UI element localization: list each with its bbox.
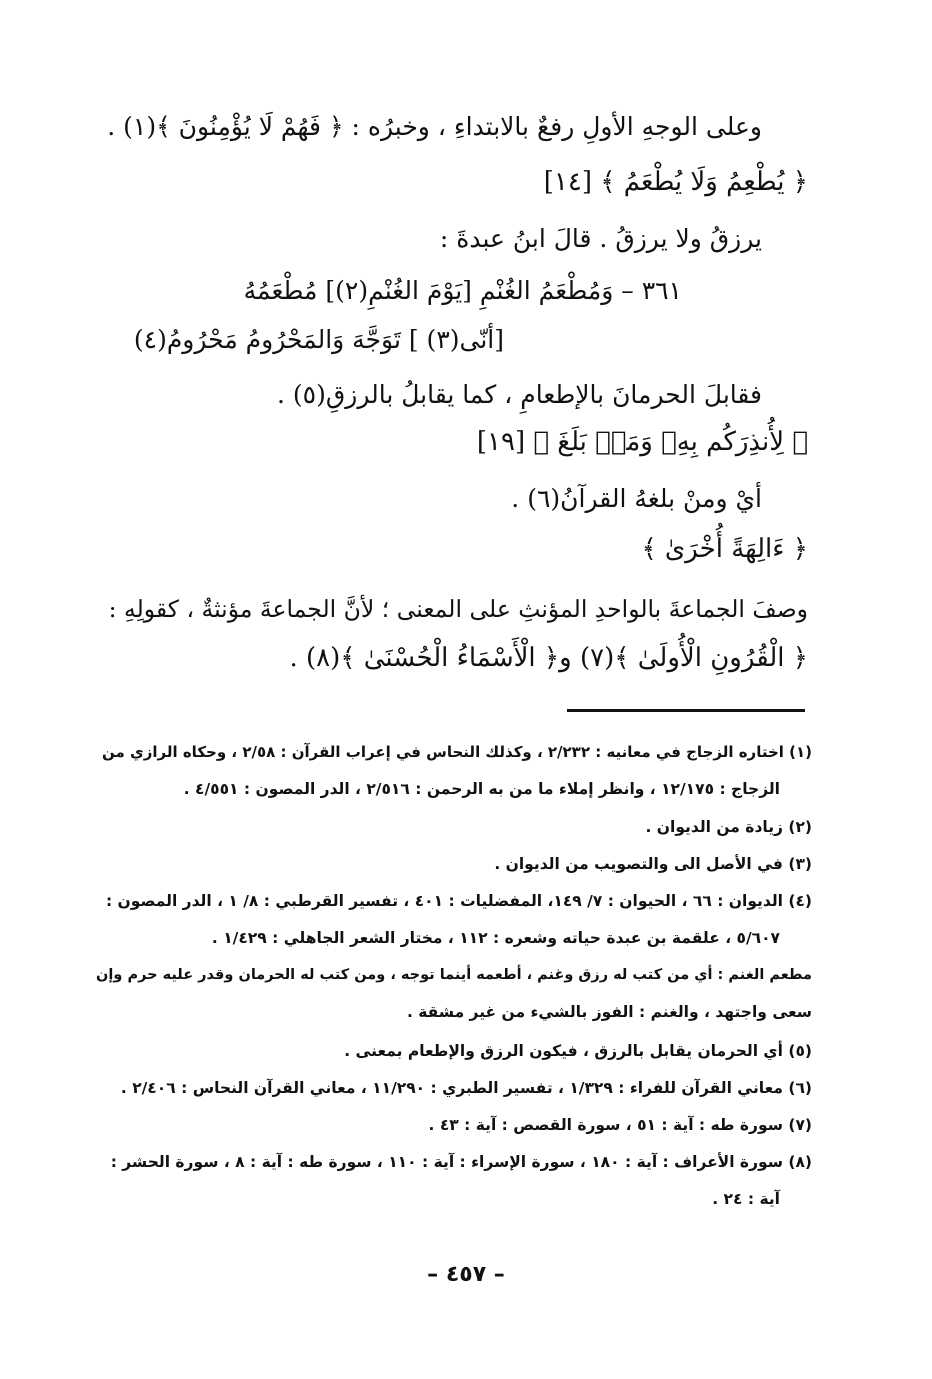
footnote-7: (٧) سورة طه : آية : ٥١ ، سورة القصص : آية : ٤٣ . [428, 1116, 812, 1134]
footnote-divider [567, 709, 805, 712]
footnote-3: (٣) في الأصل الى والتصويب من الديوان . [494, 855, 812, 873]
verse-line-19: ﴿ لِأُنذِرَكُم بِهِۦ وَمَنۢ بَلَغَ ﴾ [١٩] [476, 427, 808, 457]
footnote-4-cont: ٥/٦٠٧ ، علقمة بن عبدة حياته وشعره : ١١٢ ، مختار الشعر الجاهلي : ١/٤٢٩ . [211, 929, 780, 947]
footnote-8-cont: آية : ٢٤ . [712, 1190, 780, 1208]
body-line-1: وعلى الوجهِ الأولِ رفعٌ بالابتداءِ ، وخبرُه : ﴿ فَهُمْ لَا يُؤْمِنُونَ ﴾(١) . [107, 112, 762, 141]
footnote-4-gloss: مطعم الغنم : أي من كتب له رزق وغنم ، أطعمه أينما توجه ، ومن كتب له الحرمان وقدر عليه حرم وإن [96, 967, 812, 983]
verse-line-14: ﴿ يُطْعِمُ وَلَا يُطْعَمُ ﴾ [١٤] [543, 167, 808, 197]
footnote-4: (٤) الديوان : ٦٦ ، الحيوان : ٧/ ١٤٩، المفضليات : ٤٠١ ، تفسير القرطبي : ٨/ ١ ، الدر المصون : [105, 892, 812, 910]
page-number: – ٤٥٧ – [427, 1262, 505, 1287]
body-line-6: فقابلَ الحرمانَ بالإطعامِ ، كما يقابلُ بالرزقِ(٥) . [277, 380, 762, 409]
footnote-4-gloss-cont: سعى واجتهد ، والغنم : الفوز بالشيء من غير مشقة . [406, 1003, 812, 1021]
footnote-6: (٦) معاني القرآن للفراء : ١/٣٢٩ ، تفسير الطبري : ١١/٢٩٠ ، معاني القرآن النحاس : ٢/٤٠٦ . [120, 1079, 812, 1097]
footnote-1: (١) اختاره الزجاج في معانيه : ٢/٢٣٢ ، وكذلك النحاس في إعراب القرآن : ٢/٥٨ ، وحكاه الرازي من [101, 743, 812, 761]
footnote-5: (٥) أي الحرمان يقابل بالرزق ، فيكون الرزق والإطعام بمعنى . [344, 1042, 812, 1060]
body-line-10: وصفَ الجماعةَ بالواحدِ المؤنثِ على المعنى ؛ لأنَّ الجماعةَ مؤنثةٌ ، كقولِهِ : [108, 595, 808, 623]
footnote-1-cont: الزجاج : ١٢/١٧٥ ، وانظر إملاء ما من به الرحمن : ٢/٥١٦ ، الدر المصون : ٤/٥٥١ . [183, 780, 780, 798]
footnote-8: (٨) سورة الأعراف : آية : ١٨٠ ، سورة الإسراء : آية : ١١٠ ، سورة طه : آية : ٨ ، سورة الحشر : [110, 1153, 812, 1171]
verse-line-aliha: ﴿ ءَالِهَةً أُخْرَىٰ ﴾ [641, 534, 808, 564]
verse-line-qurun: ﴿ الْقُرُونِ الْأُولَىٰ ﴾(٧) و﴿ الْأَسْمَاءُ الْحُسْنَىٰ ﴾(٨) . [289, 643, 808, 673]
body-line-8: أيْ ومنْ بلغهُ القرآنُ(٦) . [511, 484, 762, 513]
footnote-2: (٢) زيادة من الديوان . [645, 818, 812, 836]
body-line-3: يرزقُ ولا يرزقُ . قالَ ابنُ عبدةَ : [439, 224, 762, 253]
poem-verse-hemistich-1: ٣٦١ – وَمُطْعَمُ الغُنْمِ [يَوْمَ الغُنْمِ(٢)] مُطْعَمُهُ [243, 276, 682, 305]
poem-verse-hemistich-2: [أنّى(٣) ] تَوَجَّهَ وَالمَحْرُومُ مَحْرُومُ(٤) [133, 325, 504, 354]
